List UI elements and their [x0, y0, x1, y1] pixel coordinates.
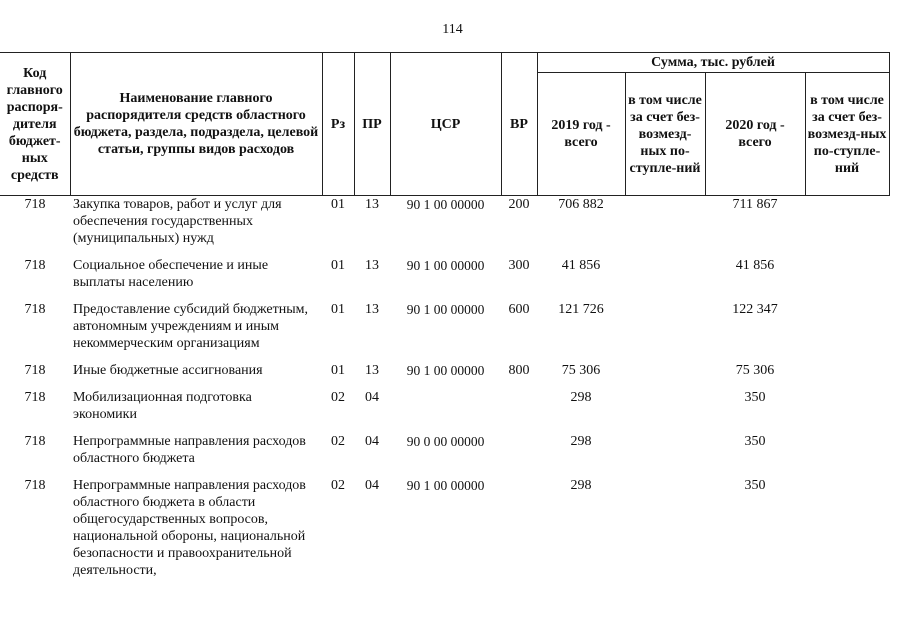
rz-cell: 02	[331, 434, 345, 449]
table-row	[0, 196, 889, 258]
y2020-total-cell: 350	[744, 434, 766, 449]
vr-cell	[501, 477, 537, 589]
header-vr: ВР	[501, 53, 537, 196]
header-pr: ПР	[354, 53, 390, 196]
csr-cell	[390, 389, 501, 433]
code-cell: 718	[24, 258, 46, 273]
rz-cell: 01	[331, 258, 345, 273]
y2020-total-cell: 75 306	[735, 363, 775, 378]
header-2020-total: 2020 год - всего	[705, 73, 805, 196]
y2019-free-cell	[625, 301, 705, 362]
y2019-total-cell: 41 856	[561, 258, 601, 273]
vr-cell: 800	[508, 363, 530, 378]
name-cell: Непрограммные направления расходов областного бюджета	[73, 434, 306, 466]
vr-cell: 300	[508, 258, 530, 273]
y2019-total-cell: 121 726	[558, 302, 604, 317]
csr-cell: 90 1 00 00000	[406, 197, 485, 212]
header-2019-total: 2019 год - всего	[537, 73, 625, 196]
table-row	[0, 362, 889, 389]
header-name: Наименование главного распорядителя средств областного бюджета, раздела, подраздела, целевой статьи, группы видов расходов	[70, 53, 322, 196]
pr-cell: 04	[365, 478, 379, 493]
pr-cell: 04	[365, 390, 379, 405]
pr-cell: 04	[365, 434, 379, 449]
header-csr: ЦСР	[390, 53, 501, 196]
rz-cell: 02	[331, 390, 345, 405]
y2020-free-cell	[805, 362, 889, 389]
y2019-free-cell	[625, 477, 705, 589]
y2019-total-cell: 298	[570, 390, 592, 405]
y2019-free-cell	[625, 196, 705, 258]
y2020-total-cell: 122 347	[732, 302, 778, 317]
y2019-total-cell: 706 882	[558, 197, 604, 212]
y2020-total-cell: 350	[744, 478, 766, 493]
table-body	[0, 196, 889, 590]
rz-cell: 01	[331, 197, 345, 212]
code-cell: 718	[24, 197, 46, 212]
y2019-total-cell: 75 306	[561, 363, 601, 378]
y2019-free-cell	[625, 362, 705, 389]
csr-cell: 90 1 00 00000	[406, 302, 485, 317]
y2020-total-cell: 350	[744, 390, 766, 405]
header-code: Код главного распоря-дителя бюджет-ных средств	[0, 53, 70, 196]
table-row	[0, 433, 889, 477]
pr-cell: 13	[365, 363, 379, 378]
name-cell: Мобилизационная подготовка экономики	[73, 390, 252, 422]
header-sum-group: Сумма, тыс. рублей	[537, 53, 889, 73]
page-number: 114	[442, 22, 463, 37]
pr-cell: 13	[365, 302, 379, 317]
vr-cell: 600	[508, 302, 530, 317]
y2020-free-cell	[805, 477, 889, 589]
table-row	[0, 257, 889, 301]
y2019-free-cell	[625, 389, 705, 433]
code-cell: 718	[24, 478, 46, 493]
name-cell: Непрограммные направления расходов областного бюджета в области общегосударственных вопросов, национальной обороны, национальной безопасности и правоохранительной деятельности,	[73, 478, 306, 578]
rz-cell: 01	[331, 363, 345, 378]
y2020-free-cell	[805, 433, 889, 477]
name-cell: Предоставление субсидий бюджетным, автономным учреждениям и иным некоммерческим организациям	[73, 302, 309, 351]
table-row	[0, 477, 889, 589]
budget-table	[0, 52, 890, 589]
code-cell: 718	[24, 363, 46, 378]
header-2019-free: в том числе за счет без-возмезд-ных по-ступле-ний	[625, 73, 705, 196]
name-cell: Закупка товаров, работ и услуг для обеспечения государственных (муниципальных) нужд	[73, 197, 282, 246]
rz-cell: 01	[331, 302, 345, 317]
y2019-total-cell: 298	[570, 434, 592, 449]
y2020-total-cell: 41 856	[735, 258, 775, 273]
y2020-free-cell	[805, 257, 889, 301]
vr-cell: 200	[508, 197, 530, 212]
pr-cell: 13	[365, 258, 379, 273]
code-cell: 718	[24, 302, 46, 317]
vr-cell	[501, 389, 537, 433]
y2019-free-cell	[625, 433, 705, 477]
y2020-total-cell: 711 867	[732, 197, 778, 212]
rz-cell: 02	[331, 478, 345, 493]
name-cell: Иные бюджетные ассигнования	[73, 363, 263, 378]
csr-cell: 90 1 00 00000	[406, 478, 485, 493]
table-row	[0, 389, 889, 433]
code-cell: 718	[24, 434, 46, 449]
pr-cell: 13	[365, 197, 379, 212]
name-cell: Социальное обеспечение и иные выплаты населению	[73, 258, 269, 290]
csr-cell: 90 1 00 00000	[406, 363, 485, 378]
header-rz: Рз	[322, 53, 354, 196]
csr-cell: 90 0 00 00000	[406, 434, 485, 449]
code-cell: 718	[24, 390, 46, 405]
y2019-free-cell	[625, 257, 705, 301]
table-row	[0, 301, 889, 362]
y2019-total-cell: 298	[570, 478, 592, 493]
csr-cell: 90 1 00 00000	[406, 258, 485, 273]
y2020-free-cell	[805, 196, 889, 258]
table-header	[0, 53, 889, 196]
vr-cell	[501, 433, 537, 477]
header-2020-free: в том числе за счет без-возмезд-ных по-ступле-ний	[805, 73, 889, 196]
y2020-free-cell	[805, 301, 889, 362]
y2020-free-cell	[805, 389, 889, 433]
